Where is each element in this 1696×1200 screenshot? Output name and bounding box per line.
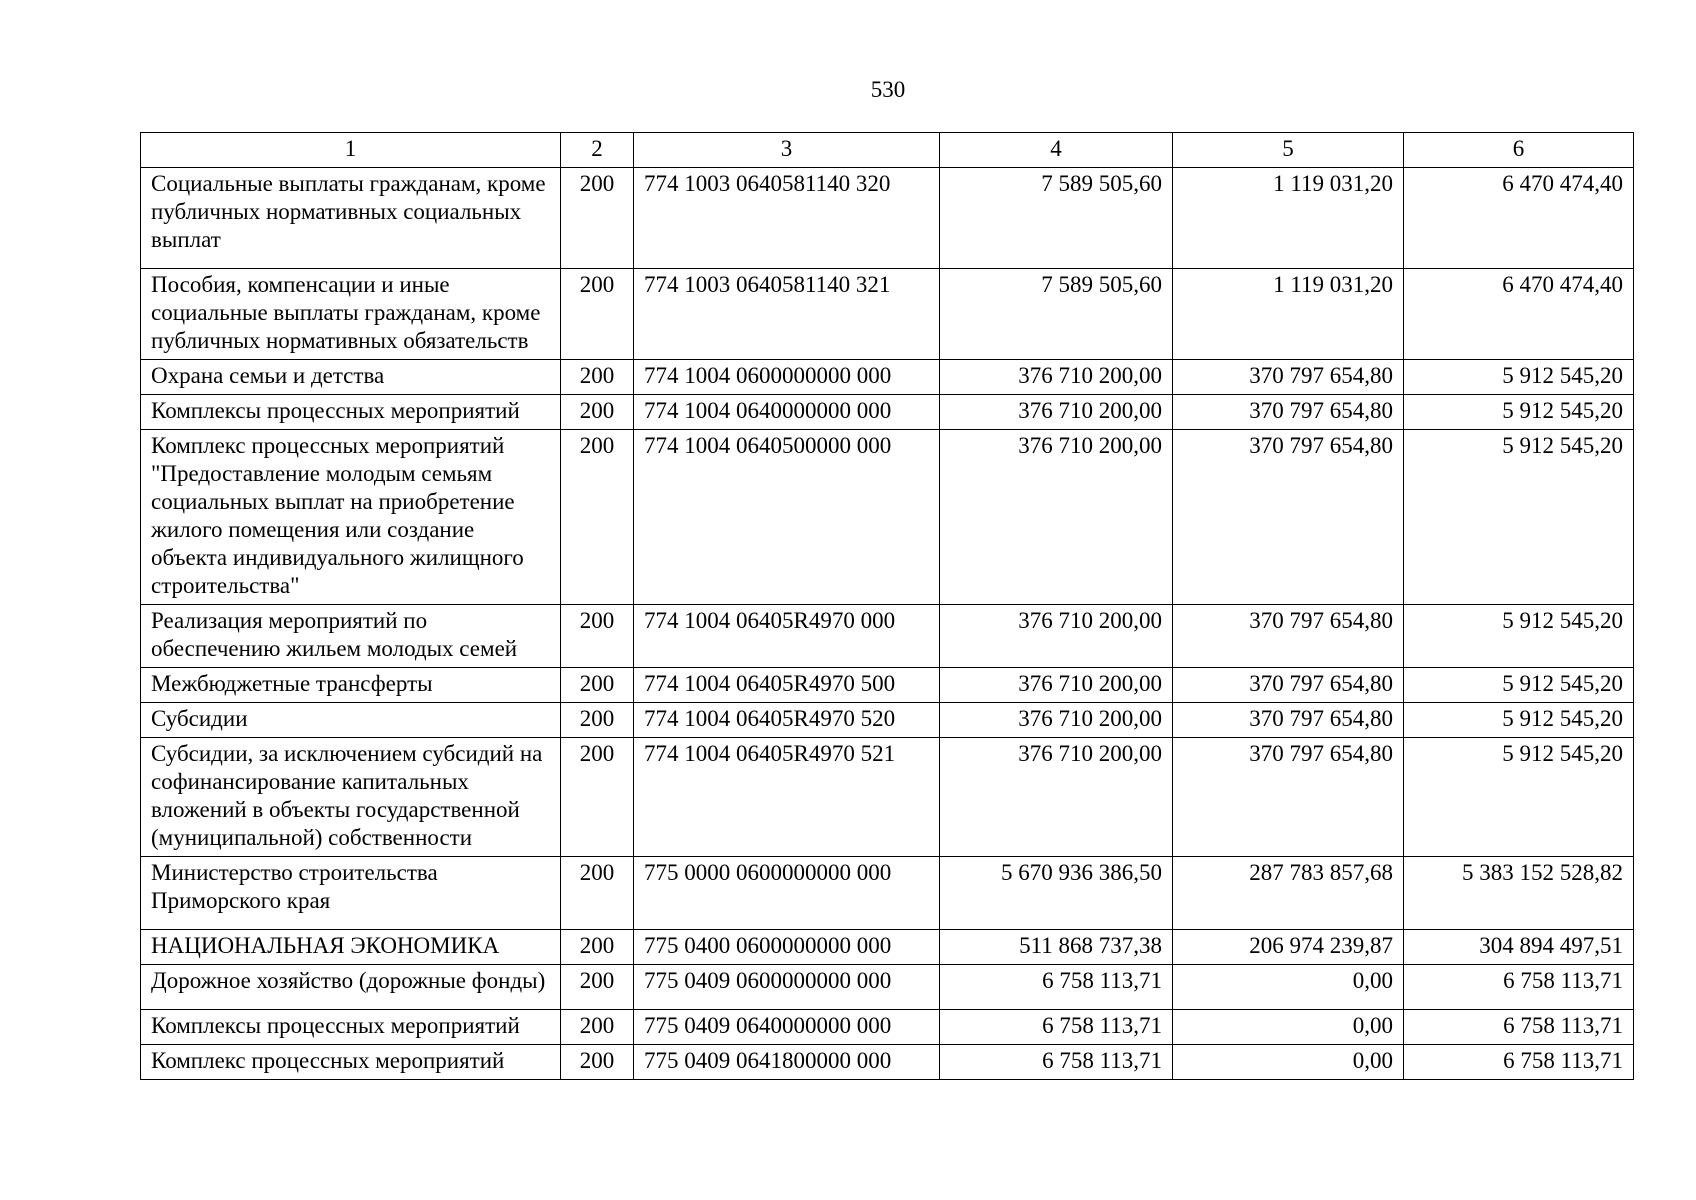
row-classification: 774 1004 06405R4970 000 xyxy=(634,605,940,668)
row-value-5: 370 797 654,80 xyxy=(1173,605,1404,668)
row-value-6: 5 383 152 528,82 xyxy=(1404,857,1634,930)
row-code: 200 xyxy=(561,930,634,965)
table-row xyxy=(141,738,1634,857)
row-value-4: 6 758 113,71 xyxy=(940,965,1173,1010)
row-code: 200 xyxy=(561,703,634,738)
table-row xyxy=(141,668,1634,703)
row-name: Министерство строительства Приморского края xyxy=(141,857,561,930)
row-value-6: 5 912 545,20 xyxy=(1404,430,1634,605)
row-code: 200 xyxy=(561,605,634,668)
row-name: Комплекс процессных мероприятий xyxy=(141,1045,561,1080)
row-value-4: 376 710 200,00 xyxy=(940,395,1173,430)
row-value-5: 0,00 xyxy=(1173,965,1404,1010)
row-name: Охрана семьи и детства xyxy=(141,360,561,395)
row-classification: 775 0409 0600000000 000 xyxy=(634,965,940,1010)
row-name: Реализация мероприятий по обеспечению жильем молодых семей xyxy=(141,605,561,668)
table-row xyxy=(141,360,1634,395)
row-value-5: 370 797 654,80 xyxy=(1173,703,1404,738)
row-code: 200 xyxy=(561,857,634,930)
table-row xyxy=(141,605,1634,668)
row-classification: 775 0409 0641800000 000 xyxy=(634,1045,940,1080)
row-code: 200 xyxy=(561,168,634,269)
column-header-3: 3 xyxy=(634,133,940,168)
row-name: Субсидии, за исключением субсидий на софинансирование капитальных вложений в объекты государственной (муниципальной) собственности xyxy=(141,738,561,857)
row-classification: 774 1004 0640000000 000 xyxy=(634,395,940,430)
row-name: Пособия, компенсации и иные социальные выплаты гражданам, кроме публичных нормативных обязательств xyxy=(141,269,561,360)
row-classification: 774 1004 06405R4970 500 xyxy=(634,668,940,703)
row-classification: 775 0000 0600000000 000 xyxy=(634,857,940,930)
table-row xyxy=(141,269,1634,360)
row-value-6: 6 470 474,40 xyxy=(1404,168,1634,269)
row-name: Межбюджетные трансферты xyxy=(141,668,561,703)
row-value-5: 370 797 654,80 xyxy=(1173,668,1404,703)
row-name: Комплекс процессных мероприятий "Предоставление молодым семьям социальных выплат на приобретение жилого помещения или создание объекта индивидуального жилищного строительства" xyxy=(141,430,561,605)
row-code: 200 xyxy=(561,965,634,1010)
table-row xyxy=(141,430,1634,605)
row-value-4: 511 868 737,38 xyxy=(940,930,1173,965)
page-number: 530 xyxy=(870,77,906,102)
row-classification: 774 1004 06405R4970 521 xyxy=(634,738,940,857)
row-value-4: 6 758 113,71 xyxy=(940,1010,1173,1045)
row-value-6: 6 470 474,40 xyxy=(1404,269,1634,360)
row-value-6: 6 758 113,71 xyxy=(1404,1010,1634,1045)
row-value-5: 370 797 654,80 xyxy=(1173,360,1404,395)
row-value-4: 376 710 200,00 xyxy=(940,605,1173,668)
table-header-row xyxy=(141,133,1634,168)
row-code: 200 xyxy=(561,1010,634,1045)
row-value-5: 370 797 654,80 xyxy=(1173,430,1404,605)
row-value-4: 6 758 113,71 xyxy=(940,1045,1173,1080)
row-value-6: 5 912 545,20 xyxy=(1404,605,1634,668)
row-code: 200 xyxy=(561,668,634,703)
row-value-5: 206 974 239,87 xyxy=(1173,930,1404,965)
row-name: Комплексы процессных мероприятий xyxy=(141,395,561,430)
column-header-5: 5 xyxy=(1173,133,1404,168)
row-value-4: 376 710 200,00 xyxy=(940,360,1173,395)
table-row xyxy=(141,930,1634,965)
row-classification: 774 1004 0600000000 000 xyxy=(634,360,940,395)
row-classification: 774 1003 0640581140 321 xyxy=(634,269,940,360)
row-value-4: 376 710 200,00 xyxy=(940,668,1173,703)
row-value-5: 0,00 xyxy=(1173,1010,1404,1045)
table-row xyxy=(141,703,1634,738)
row-classification: 775 0409 0640000000 000 xyxy=(634,1010,940,1045)
row-code: 200 xyxy=(561,269,634,360)
row-classification: 774 1003 0640581140 320 xyxy=(634,168,940,269)
row-value-4: 7 589 505,60 xyxy=(940,168,1173,269)
row-value-6: 6 758 113,71 xyxy=(1404,1045,1634,1080)
table-row xyxy=(141,1045,1634,1080)
column-header-4: 4 xyxy=(940,133,1173,168)
row-name: НАЦИОНАЛЬНАЯ ЭКОНОМИКА xyxy=(141,930,561,965)
row-name: Социальные выплаты гражданам, кроме публичных нормативных социальных выплат xyxy=(141,168,561,269)
row-value-6: 5 912 545,20 xyxy=(1404,360,1634,395)
row-name: Дорожное хозяйство (дорожные фонды) xyxy=(141,965,561,1010)
table-row xyxy=(141,965,1634,1010)
row-name: Комплексы процессных мероприятий xyxy=(141,1010,561,1045)
row-value-6: 5 912 545,20 xyxy=(1404,703,1634,738)
row-classification: 774 1004 06405R4970 520 xyxy=(634,703,940,738)
row-value-5: 0,00 xyxy=(1173,1045,1404,1080)
table-row xyxy=(141,857,1634,930)
row-code: 200 xyxy=(561,430,634,605)
budget-table xyxy=(140,132,1634,1080)
row-value-4: 7 589 505,60 xyxy=(940,269,1173,360)
column-header-1: 1 xyxy=(141,133,561,168)
row-value-5: 370 797 654,80 xyxy=(1173,395,1404,430)
table-row xyxy=(141,395,1634,430)
row-value-5: 287 783 857,68 xyxy=(1173,857,1404,930)
row-name: Субсидии xyxy=(141,703,561,738)
row-value-5: 370 797 654,80 xyxy=(1173,738,1404,857)
row-value-4: 376 710 200,00 xyxy=(940,430,1173,605)
row-value-4: 376 710 200,00 xyxy=(940,703,1173,738)
row-code: 200 xyxy=(561,360,634,395)
column-header-6: 6 xyxy=(1404,133,1634,168)
row-value-4: 376 710 200,00 xyxy=(940,738,1173,857)
column-header-2: 2 xyxy=(561,133,634,168)
row-value-6: 304 894 497,51 xyxy=(1404,930,1634,965)
row-value-5: 1 119 031,20 xyxy=(1173,269,1404,360)
row-value-6: 5 912 545,20 xyxy=(1404,668,1634,703)
row-value-6: 6 758 113,71 xyxy=(1404,965,1634,1010)
table-row xyxy=(141,1010,1634,1045)
row-code: 200 xyxy=(561,395,634,430)
row-value-6: 5 912 545,20 xyxy=(1404,395,1634,430)
row-classification: 775 0400 0600000000 000 xyxy=(634,930,940,965)
row-code: 200 xyxy=(561,738,634,857)
row-classification: 774 1004 0640500000 000 xyxy=(634,430,940,605)
row-value-6: 5 912 545,20 xyxy=(1404,738,1634,857)
row-code: 200 xyxy=(561,1045,634,1080)
row-value-5: 1 119 031,20 xyxy=(1173,168,1404,269)
table-row xyxy=(141,168,1634,269)
row-value-4: 5 670 936 386,50 xyxy=(940,857,1173,930)
